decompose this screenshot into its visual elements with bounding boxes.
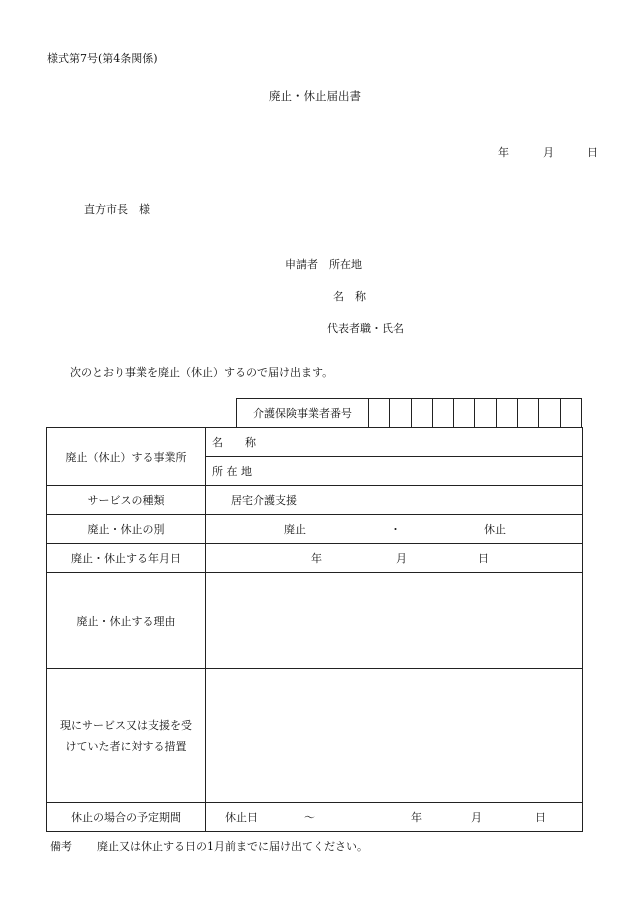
provider-number-digit[interactable] <box>539 398 560 428</box>
date-field[interactable] <box>206 544 583 573</box>
type-head: 廃止・休止の別 <box>47 515 206 544</box>
provider-number-digit[interactable] <box>561 398 582 428</box>
date-day: 日 <box>587 146 598 159</box>
date-month: 月 <box>543 146 554 159</box>
remark <box>50 838 368 854</box>
period-start-label: 休止日 <box>225 811 258 824</box>
form-label: 様式第7号(第4条関係) <box>47 52 158 65</box>
remark-text: 廃止又は休止する日の1月前までに届け出てください。 <box>97 840 368 853</box>
service-head: サービスの種類 <box>47 486 206 515</box>
office-address-label: 所 在 地 <box>212 465 252 478</box>
type-option-suspend[interactable]: 休止 <box>484 523 506 536</box>
measures-head: 現にサービス又は支援を受けていた者に対する措置 <box>47 669 206 803</box>
type-field[interactable] <box>206 515 583 544</box>
period-field[interactable] <box>206 803 583 832</box>
provider-number-digit[interactable] <box>390 398 411 428</box>
applicant-address-label: 申請者 所在地 <box>285 258 362 271</box>
document-title: 廃止・休止届出書 <box>269 89 361 103</box>
office-name-label: 名 称 <box>212 436 256 449</box>
date-line <box>498 144 598 160</box>
measures-field[interactable] <box>206 669 583 803</box>
date-head: 廃止・休止する年月日 <box>47 544 206 573</box>
addressee: 直方市長 様 <box>84 203 150 216</box>
applicant-representative-label: 代表者職・氏名 <box>327 322 404 335</box>
reason-head: 廃止・休止する理由 <box>47 573 206 669</box>
provider-number-digit[interactable] <box>433 398 454 428</box>
provider-number-label: 介護保険事業者番号 <box>236 398 369 428</box>
row-date-day: 日 <box>478 552 489 565</box>
type-separator: ・ <box>390 523 401 536</box>
period-year: 年 <box>411 811 422 824</box>
provider-number-digit[interactable] <box>412 398 433 428</box>
period-head: 休止の場合の予定期間 <box>47 803 206 832</box>
period-tilde: ～ <box>304 811 315 824</box>
intro-text: 次のとおり事業を廃止（休止）するので届け出ます。 <box>70 366 334 379</box>
remark-label: 備考 <box>50 840 72 853</box>
reason-field[interactable] <box>206 573 583 669</box>
office-head: 廃止（休止）する事業所 <box>47 428 206 486</box>
provider-number-box <box>236 398 582 428</box>
period-day: 日 <box>535 811 546 824</box>
type-option-abolish[interactable]: 廃止 <box>284 523 306 536</box>
provider-number-digit[interactable] <box>518 398 539 428</box>
applicant-name-label: 名 称 <box>333 290 366 303</box>
service-value: 居宅介護支援 <box>206 486 583 515</box>
row-date-year: 年 <box>311 552 322 565</box>
provider-number-digit[interactable] <box>369 398 390 428</box>
office-address-field[interactable] <box>206 457 583 486</box>
provider-number-digit[interactable] <box>454 398 475 428</box>
provider-number-digit[interactable] <box>497 398 518 428</box>
office-name-field[interactable] <box>206 428 583 457</box>
row-date-month: 月 <box>396 552 407 565</box>
period-month: 月 <box>471 811 482 824</box>
provider-number-digit[interactable] <box>475 398 496 428</box>
application-table <box>46 427 583 832</box>
date-year: 年 <box>498 146 509 159</box>
